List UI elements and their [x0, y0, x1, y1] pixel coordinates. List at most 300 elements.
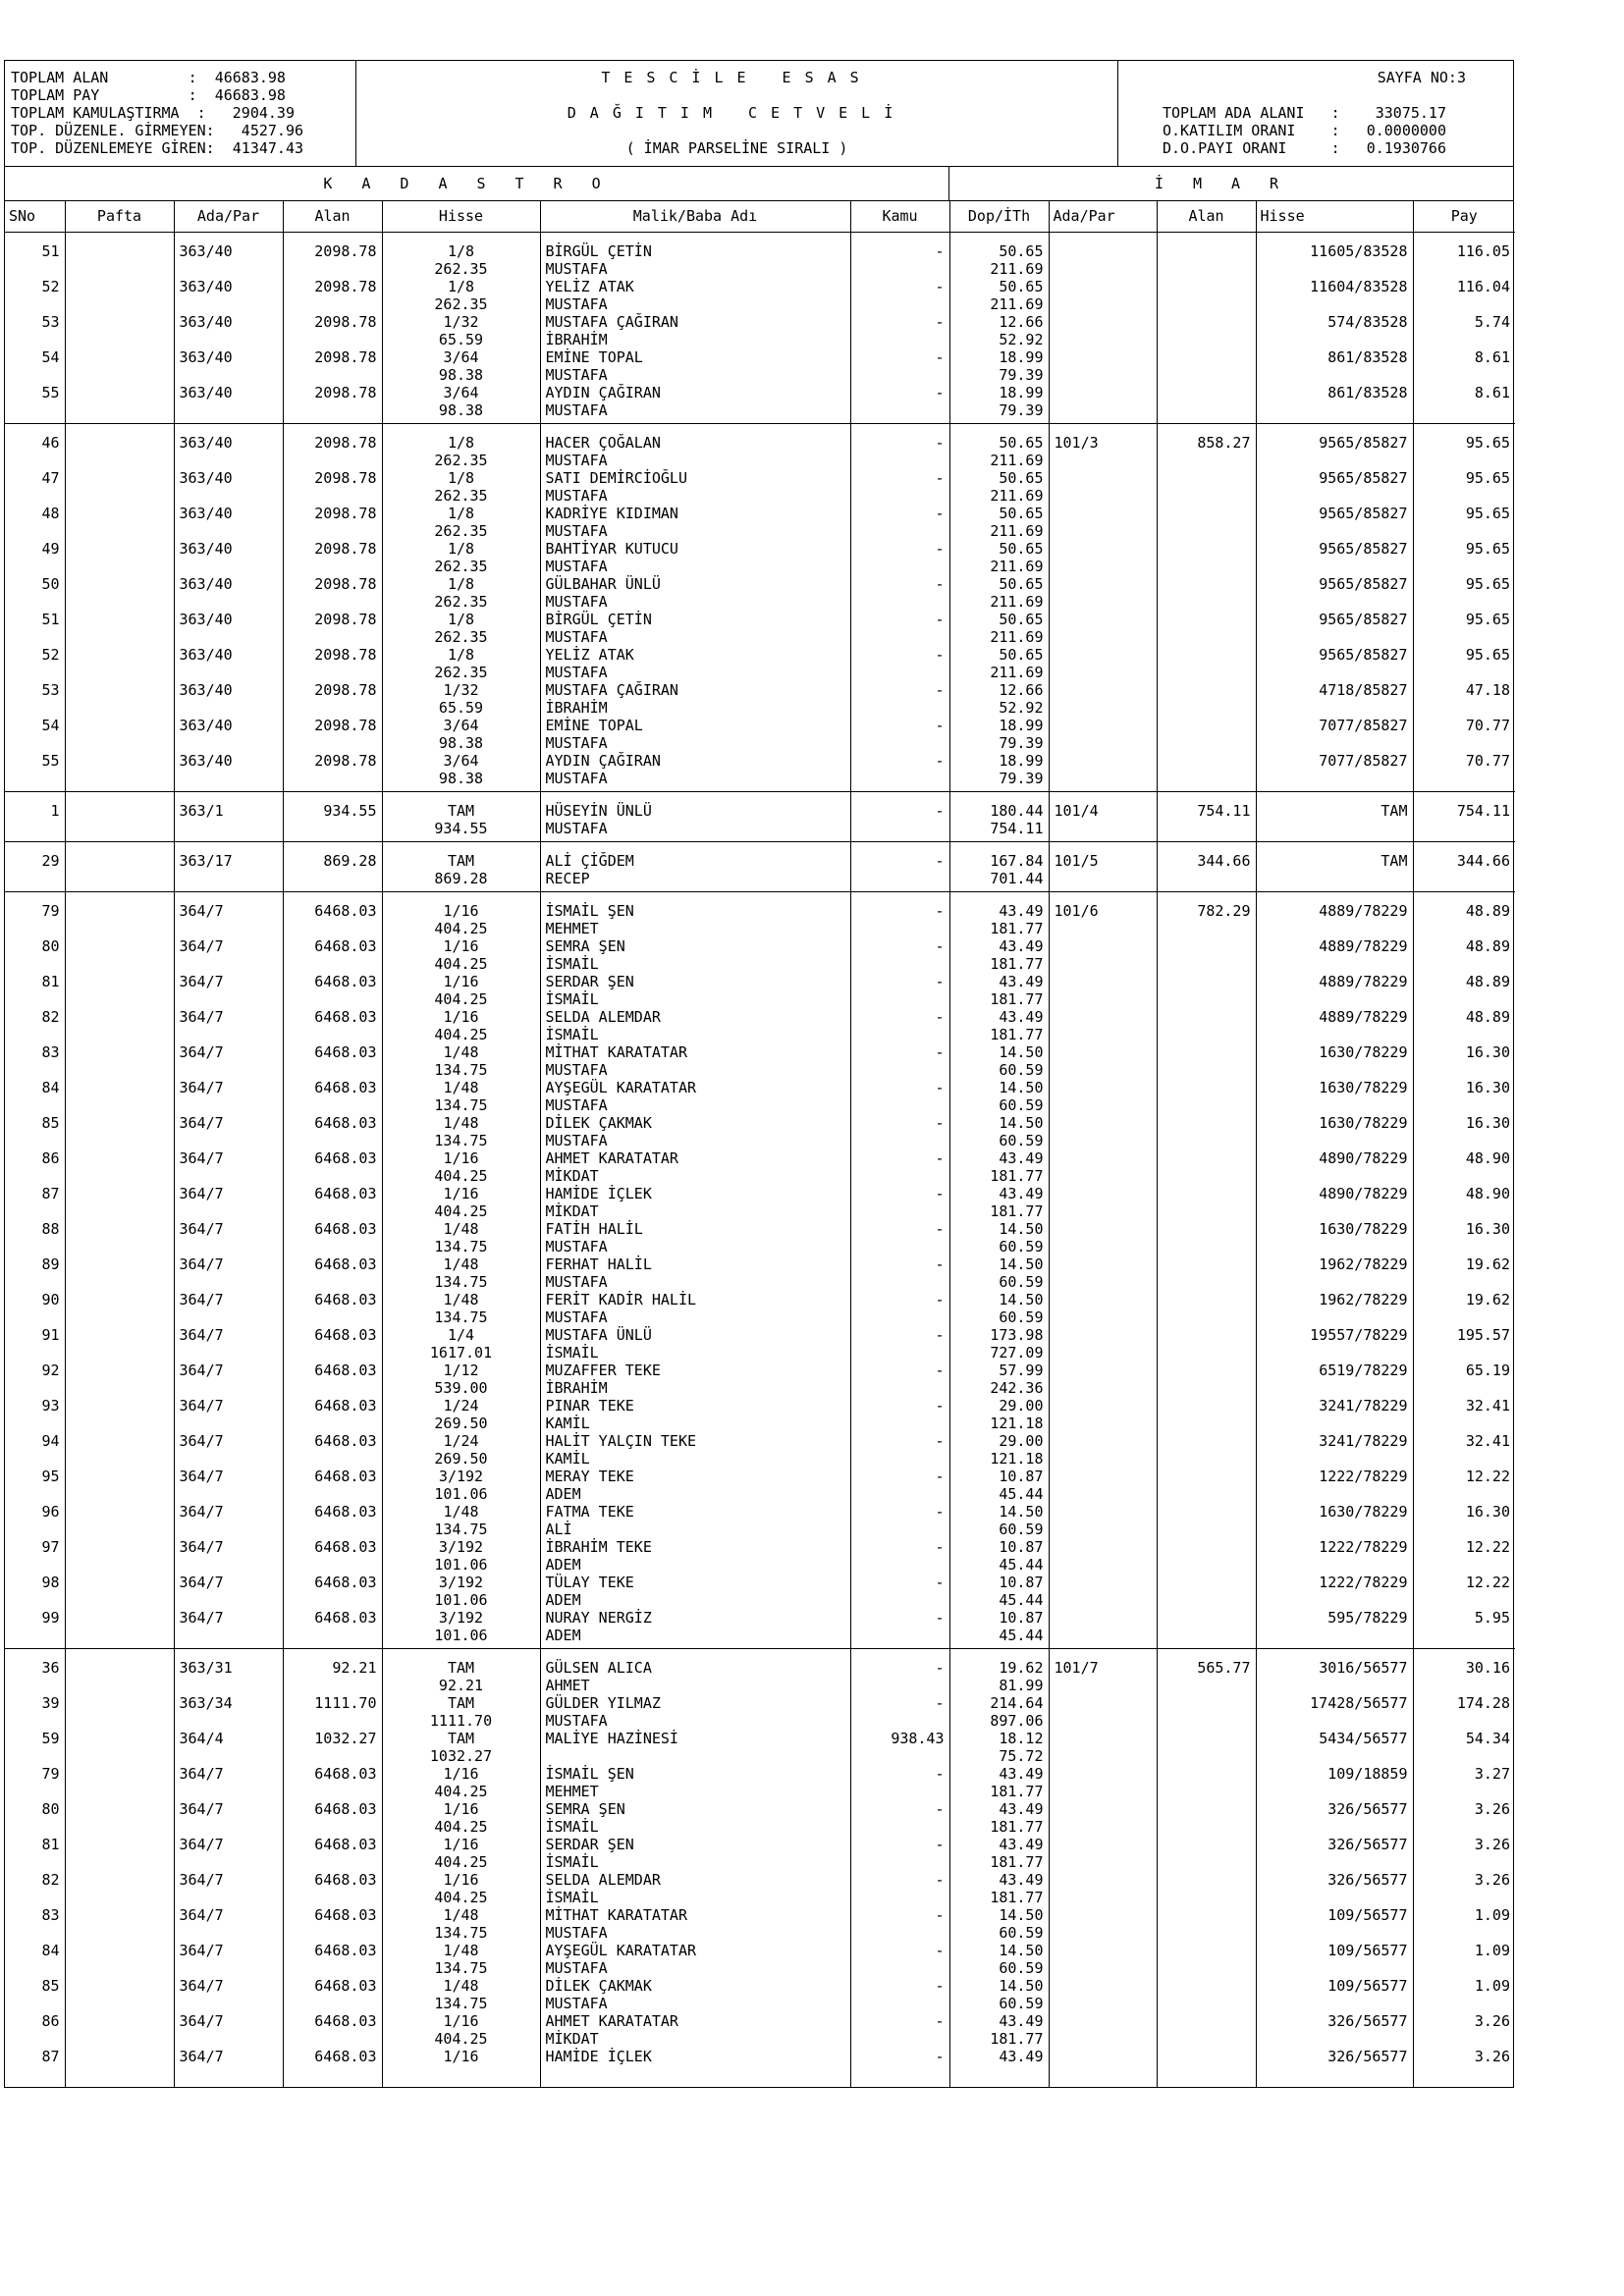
pay-cell: [1413, 937, 1515, 973]
remaining-area-cell: 211.69: [990, 664, 1044, 681]
alan-cell: [283, 1503, 382, 1538]
pafta-cell: [65, 1977, 174, 2012]
owner-name-cell: TÜLAY TEKE: [545, 1574, 634, 1591]
imar-ada-par-cell: [1055, 973, 1157, 990]
imar-hisse-cell: 1630/78229: [1319, 1079, 1408, 1096]
table-row: [5, 1255, 1515, 1291]
hisse-area-cell: 934.55: [434, 820, 488, 837]
hisse-cell: [382, 1574, 540, 1609]
dop-cell: [949, 1114, 1049, 1149]
sno-cell: [5, 752, 65, 787]
imar-alan-cell: [1157, 1574, 1256, 1609]
pafta-cell: [65, 1114, 174, 1149]
kamu-cell: -: [935, 575, 945, 593]
imar-hisse-cell: 9565/85827: [1319, 575, 1408, 593]
hisse-cell: [382, 348, 540, 384]
hisse-area-cell: 262.35: [434, 628, 488, 646]
sno-cell: [5, 852, 65, 887]
hisse-area-cell: 101.06: [434, 1591, 488, 1609]
owner-name-cell: [540, 802, 850, 837]
table-row: [5, 1008, 1515, 1043]
ada-par-cell: [174, 1149, 283, 1185]
pay-cell: 48.89: [1465, 902, 1510, 920]
owner-name-cell: HAMİDE İÇLEK: [545, 1185, 652, 1202]
hisse-cell: [382, 973, 540, 1008]
imar-hisse-cell: 9565/85827: [1319, 646, 1408, 664]
remaining-area-cell: 181.77: [990, 1818, 1044, 1836]
dop-cell: 57.99: [999, 1362, 1044, 1379]
kamu-cell: [850, 505, 949, 540]
pafta-cell: [65, 1255, 174, 1291]
alan-cell: [283, 717, 382, 752]
ada-par-cell: [174, 1043, 283, 1079]
imar-alan-cell: [1158, 1291, 1251, 1308]
table-row: [5, 1114, 1515, 1149]
father-name-cell: İSMAİL: [545, 1853, 599, 1871]
hisse-area-cell: 98.38: [438, 401, 484, 419]
pay-cell: 30.16: [1465, 1659, 1510, 1677]
hisse-area-cell: 101.06: [434, 1485, 488, 1503]
pay-cell: [1413, 2012, 1515, 2048]
alan-cell: [283, 1977, 382, 2012]
sno-cell: [5, 2012, 65, 2048]
imar-ada-par-cell: [1055, 1185, 1157, 1202]
hisse-cell: TAM: [447, 852, 475, 870]
hisse-cell: [382, 1326, 540, 1362]
imar-hisse-cell: 1630/78229: [1319, 1114, 1408, 1132]
sno-cell: [5, 1043, 65, 1079]
imar-alan-cell: [1157, 1149, 1256, 1185]
pay-cell: 16.30: [1465, 1114, 1510, 1132]
ada-par-cell: [174, 973, 283, 1008]
alan-cell: 2098.78: [314, 575, 377, 593]
sno-cell: 53: [41, 681, 60, 699]
alan-cell: 6468.03: [314, 1609, 377, 1627]
remaining-area-cell: 181.77: [990, 1853, 1044, 1871]
hisse-cell: 3/192: [438, 1609, 484, 1627]
sno-cell: [5, 1942, 65, 1977]
ada-par-cell: 363/34: [179, 1694, 233, 1712]
hisse-cell: 3/192: [438, 1538, 484, 1556]
hisse-cell: 1/8: [447, 434, 475, 452]
table-row: [5, 1977, 1515, 2012]
pay-cell: 48.90: [1465, 1149, 1510, 1167]
sno-cell: [5, 1185, 65, 1220]
table-row: [5, 1538, 1515, 1574]
kamu-cell: [850, 1694, 949, 1730]
owner-name-cell: SERDAR ŞEN: [545, 1836, 634, 1853]
alan-cell: [283, 852, 382, 887]
dop-cell: 10.87: [999, 1538, 1044, 1556]
imar-alan-cell: [1158, 242, 1251, 260]
sno-cell: [5, 1836, 65, 1871]
pay-cell: [1413, 902, 1515, 937]
pay-cell: 1.09: [1474, 1942, 1510, 1959]
column-header-row: [5, 201, 1515, 233]
pay-cell: 95.65: [1465, 505, 1510, 522]
sno-cell: [5, 1468, 65, 1503]
kamu-cell: 938.43: [891, 1730, 945, 1747]
alan-cell: [283, 752, 382, 787]
sno-cell: [5, 1362, 65, 1397]
kamu-cell: [850, 717, 949, 752]
dop-cell: [949, 611, 1049, 646]
dop-cell: [949, 2012, 1049, 2048]
pay-cell: [1413, 2048, 1515, 2083]
hisse-area-cell: 262.35: [434, 593, 488, 611]
imar-alan-cell: [1158, 1977, 1251, 1995]
dop-cell: 50.65: [999, 278, 1044, 295]
imar-alan-cell: 344.66: [1197, 852, 1251, 870]
owner-name-cell: [540, 313, 850, 348]
imar-alan-cell: [1158, 2048, 1251, 2065]
hisse-area-cell: 869.28: [434, 870, 488, 887]
alan-cell: [283, 242, 382, 278]
owner-name-cell: [540, 1694, 850, 1730]
table-row: [5, 752, 1515, 787]
imar-hisse-cell: [1256, 1800, 1413, 1836]
pafta-cell: [65, 1043, 174, 1079]
owner-name-cell: AHMET KARATATAR: [545, 2012, 678, 2030]
kamu-cell: -: [935, 1503, 945, 1521]
owner-name-cell: [540, 1538, 850, 1574]
dop-cell: 173.98: [990, 1326, 1044, 1344]
imar-alan-cell: [1158, 1362, 1251, 1379]
pay-cell: 95.65: [1465, 540, 1510, 558]
imar-ada-par-cell: [1049, 1538, 1157, 1574]
alan-cell: [283, 313, 382, 348]
dop-cell: 43.49: [999, 1871, 1044, 1889]
imar-ada-par-cell: [1049, 646, 1157, 681]
sno-cell: [5, 313, 65, 348]
imar-ada-par-cell: [1055, 1255, 1157, 1273]
sno-cell: 1: [50, 802, 60, 820]
kamu-cell: -: [935, 348, 945, 366]
hisse-area-cell: 98.38: [438, 366, 484, 384]
alan-cell: [283, 1149, 382, 1185]
owner-name-cell: FERİT KADİR HALİL: [545, 1291, 697, 1308]
table-row: [5, 1185, 1515, 1220]
sno-cell: 47: [41, 469, 60, 487]
imar-hisse-cell: [1256, 902, 1413, 937]
kamu-cell: [850, 802, 949, 837]
alan-cell: [283, 1659, 382, 1694]
pay-cell: 8.61: [1474, 348, 1510, 366]
ada-par-cell: 363/40: [179, 646, 233, 664]
hisse-cell: 1/48: [443, 1906, 479, 1924]
imar-ada-par-cell: [1049, 278, 1157, 313]
owner-name-cell: [540, 469, 850, 505]
remaining-area-cell: 211.69: [990, 593, 1044, 611]
imar-hisse-cell: 861/83528: [1327, 348, 1408, 366]
table-row: [5, 1906, 1515, 1942]
table-row: [5, 1659, 1515, 1694]
imar-ada-par-cell: [1055, 1871, 1157, 1889]
remaining-area-cell: 75.72: [999, 1747, 1044, 1765]
dop-cell: [949, 348, 1049, 384]
father-name-cell: MUSTAFA: [545, 1273, 608, 1291]
alan-cell: [283, 1114, 382, 1149]
imar-hisse-cell: 4889/78229: [1319, 973, 1408, 990]
sno-cell: [5, 681, 65, 717]
imar-hisse-cell: [1256, 313, 1413, 348]
imar-alan-cell: [1158, 1503, 1251, 1521]
imar-ada-par-cell: [1049, 1503, 1157, 1538]
dop-cell: 12.66: [999, 313, 1044, 331]
hisse-area-cell: 134.75: [434, 1096, 488, 1114]
imar-hisse-cell: 4889/78229: [1319, 1008, 1408, 1026]
alan-cell: [283, 505, 382, 540]
dop-cell: [949, 902, 1049, 937]
imar-alan-cell: [1157, 937, 1256, 973]
father-name-cell: RECEP: [545, 870, 590, 887]
sno-cell: [5, 1765, 65, 1800]
kamu-cell: -: [935, 1149, 945, 1167]
dop-cell: [949, 1220, 1049, 1255]
hisse-cell: 1/32: [443, 313, 479, 331]
ada-par-cell: 364/4: [179, 1730, 224, 1747]
ada-par-cell: 363/40: [179, 384, 233, 401]
pay-cell: 70.77: [1465, 717, 1510, 734]
hisse-area-cell: 134.75: [434, 1995, 488, 2012]
table-row: [5, 1220, 1515, 1255]
father-name-cell: [546, 2065, 850, 2083]
imar-alan-cell: [1157, 434, 1256, 469]
dop-cell: [949, 973, 1049, 1008]
ada-par-cell: 363/40: [179, 611, 233, 628]
imar-hisse-cell: 4889/78229: [1319, 902, 1408, 920]
pay-cell: 12.22: [1465, 1468, 1510, 1485]
hisse-area-cell: 134.75: [434, 1308, 488, 1326]
imar-ada-par-cell: [1049, 902, 1157, 937]
alan-cell: 6468.03: [314, 1114, 377, 1132]
imar-ada-par-cell: [1049, 1432, 1157, 1468]
alan-cell: 2098.78: [314, 717, 377, 734]
imar-alan-cell: [1158, 2012, 1251, 2030]
ada-par-cell: 363/31: [179, 1659, 233, 1677]
owner-name-cell: [540, 1503, 850, 1538]
alan-cell: [283, 973, 382, 1008]
imar-alan-cell: [1158, 1694, 1251, 1712]
hisse-cell: [382, 646, 540, 681]
imar-alan-cell: [1157, 1362, 1256, 1397]
ada-par-cell: 364/7: [179, 1538, 224, 1556]
col-header: Hisse: [1256, 201, 1413, 233]
sno-cell: [5, 1730, 65, 1765]
father-name-cell: ALİ: [545, 1521, 572, 1538]
kamu-cell: -: [935, 1836, 945, 1853]
pay-cell: [1413, 1765, 1515, 1800]
imar-ada-par-cell: [1055, 1730, 1157, 1747]
imar-ada-par-cell: [1055, 1503, 1157, 1521]
pay-cell: [1413, 1008, 1515, 1043]
imar-alan-cell: [1158, 611, 1251, 628]
sno-cell: [5, 540, 65, 575]
alan-cell: 6468.03: [314, 1574, 377, 1591]
document-header: [5, 61, 1513, 167]
imar-alan-cell: [1158, 1114, 1251, 1132]
imar-alan-cell: [1157, 611, 1256, 646]
ada-par-cell: 363/1: [179, 802, 224, 820]
hisse-cell: [382, 1800, 540, 1836]
owner-name-cell: EMİNE TOPAL: [545, 348, 643, 366]
ada-par-cell: [174, 469, 283, 505]
imar-ada-par-cell: [1055, 1043, 1157, 1061]
imar-hisse-cell: 19557/78229: [1310, 1326, 1408, 1344]
remaining-area-cell: 60.59: [999, 1096, 1044, 1114]
sno-cell: [5, 717, 65, 752]
remaining-area-cell: 727.09: [990, 1344, 1044, 1362]
dop-cell: 167.84: [990, 852, 1044, 870]
imar-hisse-cell: 4718/85827: [1319, 681, 1408, 699]
pafta-cell: [65, 1468, 174, 1503]
imar-hisse-cell: 7077/85827: [1319, 752, 1408, 770]
distribution-document: [4, 60, 1514, 2088]
imar-ada-par-cell: [1049, 1291, 1157, 1326]
pay-cell: [1413, 1977, 1515, 2012]
imar-ada-par-cell: [1055, 1836, 1157, 1853]
alan-cell: 6468.03: [314, 1043, 377, 1061]
table-row: [5, 1836, 1515, 1871]
imar-hisse-cell: 9565/85827: [1319, 540, 1408, 558]
sno-cell: [5, 575, 65, 611]
dop-cell: 43.49: [999, 1149, 1044, 1167]
imar-ada-par-cell: [1055, 540, 1157, 558]
kamu-cell: [850, 1800, 949, 1836]
imar-ada-par-cell: [1049, 1942, 1157, 1977]
imar-ada-par-cell: [1055, 1906, 1157, 1924]
col-header: Hisse: [382, 201, 540, 233]
sno-cell: 93: [41, 1397, 60, 1415]
pay-cell: 48.89: [1465, 937, 1510, 955]
table-row: [5, 1397, 1515, 1432]
imar-hisse-cell: [1256, 1503, 1413, 1538]
alan-cell: [283, 1730, 382, 1765]
sno-cell: 83: [41, 1906, 60, 1924]
imar-hisse-cell: 1222/78229: [1319, 1574, 1408, 1591]
owner-name-cell: [540, 1220, 850, 1255]
kamu-cell: [850, 1255, 949, 1291]
father-name-cell: MEHMET: [545, 920, 599, 937]
ada-par-cell: 364/7: [179, 1255, 224, 1273]
kamu-cell: [850, 313, 949, 348]
sno-cell: [5, 1538, 65, 1574]
kamu-cell: -: [935, 1043, 945, 1061]
imar-hisse-cell: [1256, 1397, 1413, 1432]
imar-ada-par-cell: [1055, 313, 1157, 331]
imar-alan-cell: [1157, 902, 1256, 937]
hisse-cell: [382, 852, 540, 887]
kamu-cell: [850, 1730, 949, 1765]
kamu-cell: -: [935, 1291, 945, 1308]
imar-ada-par-cell: [1049, 1149, 1157, 1185]
owner-name-cell: [540, 1871, 850, 1906]
imar-hisse-cell: [1256, 1008, 1413, 1043]
dop-cell: [949, 1043, 1049, 1079]
imar-hisse-cell: [1256, 973, 1413, 1008]
sno-cell: [5, 1079, 65, 1114]
alan-cell: 6468.03: [314, 902, 377, 920]
hisse-cell: [382, 1397, 540, 1432]
imar-ada-par-cell: [1049, 1800, 1157, 1836]
pay-cell: 48.89: [1465, 973, 1510, 990]
sno-cell: [5, 1397, 65, 1432]
remaining-area-cell: 181.77: [990, 990, 1044, 1008]
kamu-cell: -: [935, 973, 945, 990]
parcel-group: [5, 792, 1515, 842]
imar-ada-par-cell: 101/4: [1054, 802, 1099, 820]
imar-hisse-cell: [1256, 434, 1413, 469]
table-row: [5, 2012, 1515, 2048]
alan-cell: 6468.03: [314, 1977, 377, 1995]
kamu-cell: -: [935, 1694, 945, 1712]
hisse-cell: 1/8: [447, 540, 475, 558]
imar-ada-par-cell: [1055, 1397, 1157, 1415]
hisse-area-cell: 134.75: [434, 1924, 488, 1942]
imar-hisse-cell: 326/56577: [1327, 2012, 1408, 2030]
imar-alan-cell: [1157, 1942, 1256, 1977]
dop-cell: [949, 469, 1049, 505]
kamu-cell: [850, 1008, 949, 1043]
imar-alan-cell: [1157, 1397, 1256, 1432]
hisse-area-cell: 404.25: [434, 990, 488, 1008]
imar-hisse-cell: [1256, 717, 1413, 752]
imar-alan-cell: 858.27: [1197, 434, 1251, 452]
pay-cell: 116.05: [1456, 242, 1510, 260]
hisse-area-cell: 269.50: [434, 1415, 488, 1432]
imar-ada-par-cell: [1049, 1977, 1157, 2012]
imar-ada-par-cell: 101/6: [1054, 902, 1099, 920]
hisse-cell: [382, 1362, 540, 1397]
pafta-cell: [65, 1149, 174, 1185]
hisse-cell: [382, 717, 540, 752]
sno-cell: [5, 434, 65, 469]
col-header: Ada/Par: [174, 201, 283, 233]
hisse-cell: [382, 2048, 540, 2083]
pay-cell: [1413, 242, 1515, 278]
imar-alan-cell: [1157, 1114, 1256, 1149]
table-row: [5, 852, 1515, 887]
alan-cell: 6468.03: [314, 1220, 377, 1238]
hisse-cell: [382, 1694, 540, 1730]
table-row: [5, 540, 1515, 575]
imar-alan-cell: [1157, 1079, 1256, 1114]
imar-alan-cell: [1158, 937, 1251, 955]
hisse-cell: [382, 1220, 540, 1255]
imar-ada-par-cell: [1055, 1942, 1157, 1959]
kamu-cell: [850, 1906, 949, 1942]
imar-ada-par-cell: [1049, 2048, 1157, 2083]
imar-hisse-cell: [1256, 1220, 1413, 1255]
pafta-cell: [65, 717, 174, 752]
father-name-cell: ADEM: [545, 1556, 581, 1574]
owner-name-cell: YELİZ ATAK: [545, 278, 634, 295]
owner-name-cell: FATİH HALİL: [545, 1220, 643, 1238]
ada-par-cell: 364/7: [179, 1609, 224, 1627]
father-name-cell: ADEM: [545, 1627, 581, 1644]
pay-cell: 5.95: [1474, 1609, 1510, 1627]
alan-cell: [283, 1432, 382, 1468]
imar-alan-cell: [1157, 1765, 1256, 1800]
imar-alan-cell: [1158, 1397, 1251, 1415]
owner-name-cell: MUZAFFER TEKE: [545, 1362, 661, 1379]
total-line: TOP. DÜZENLEMEYE GİREN: 41347.43: [11, 139, 304, 157]
remaining-area-cell: 60.59: [999, 1521, 1044, 1538]
ada-par-cell: [174, 852, 283, 887]
owner-name-cell: [540, 1149, 850, 1185]
owner-name-cell: HALİT YALÇIN TEKE: [545, 1432, 697, 1450]
owner-name-cell: HACER ÇOĞALAN: [545, 434, 661, 452]
